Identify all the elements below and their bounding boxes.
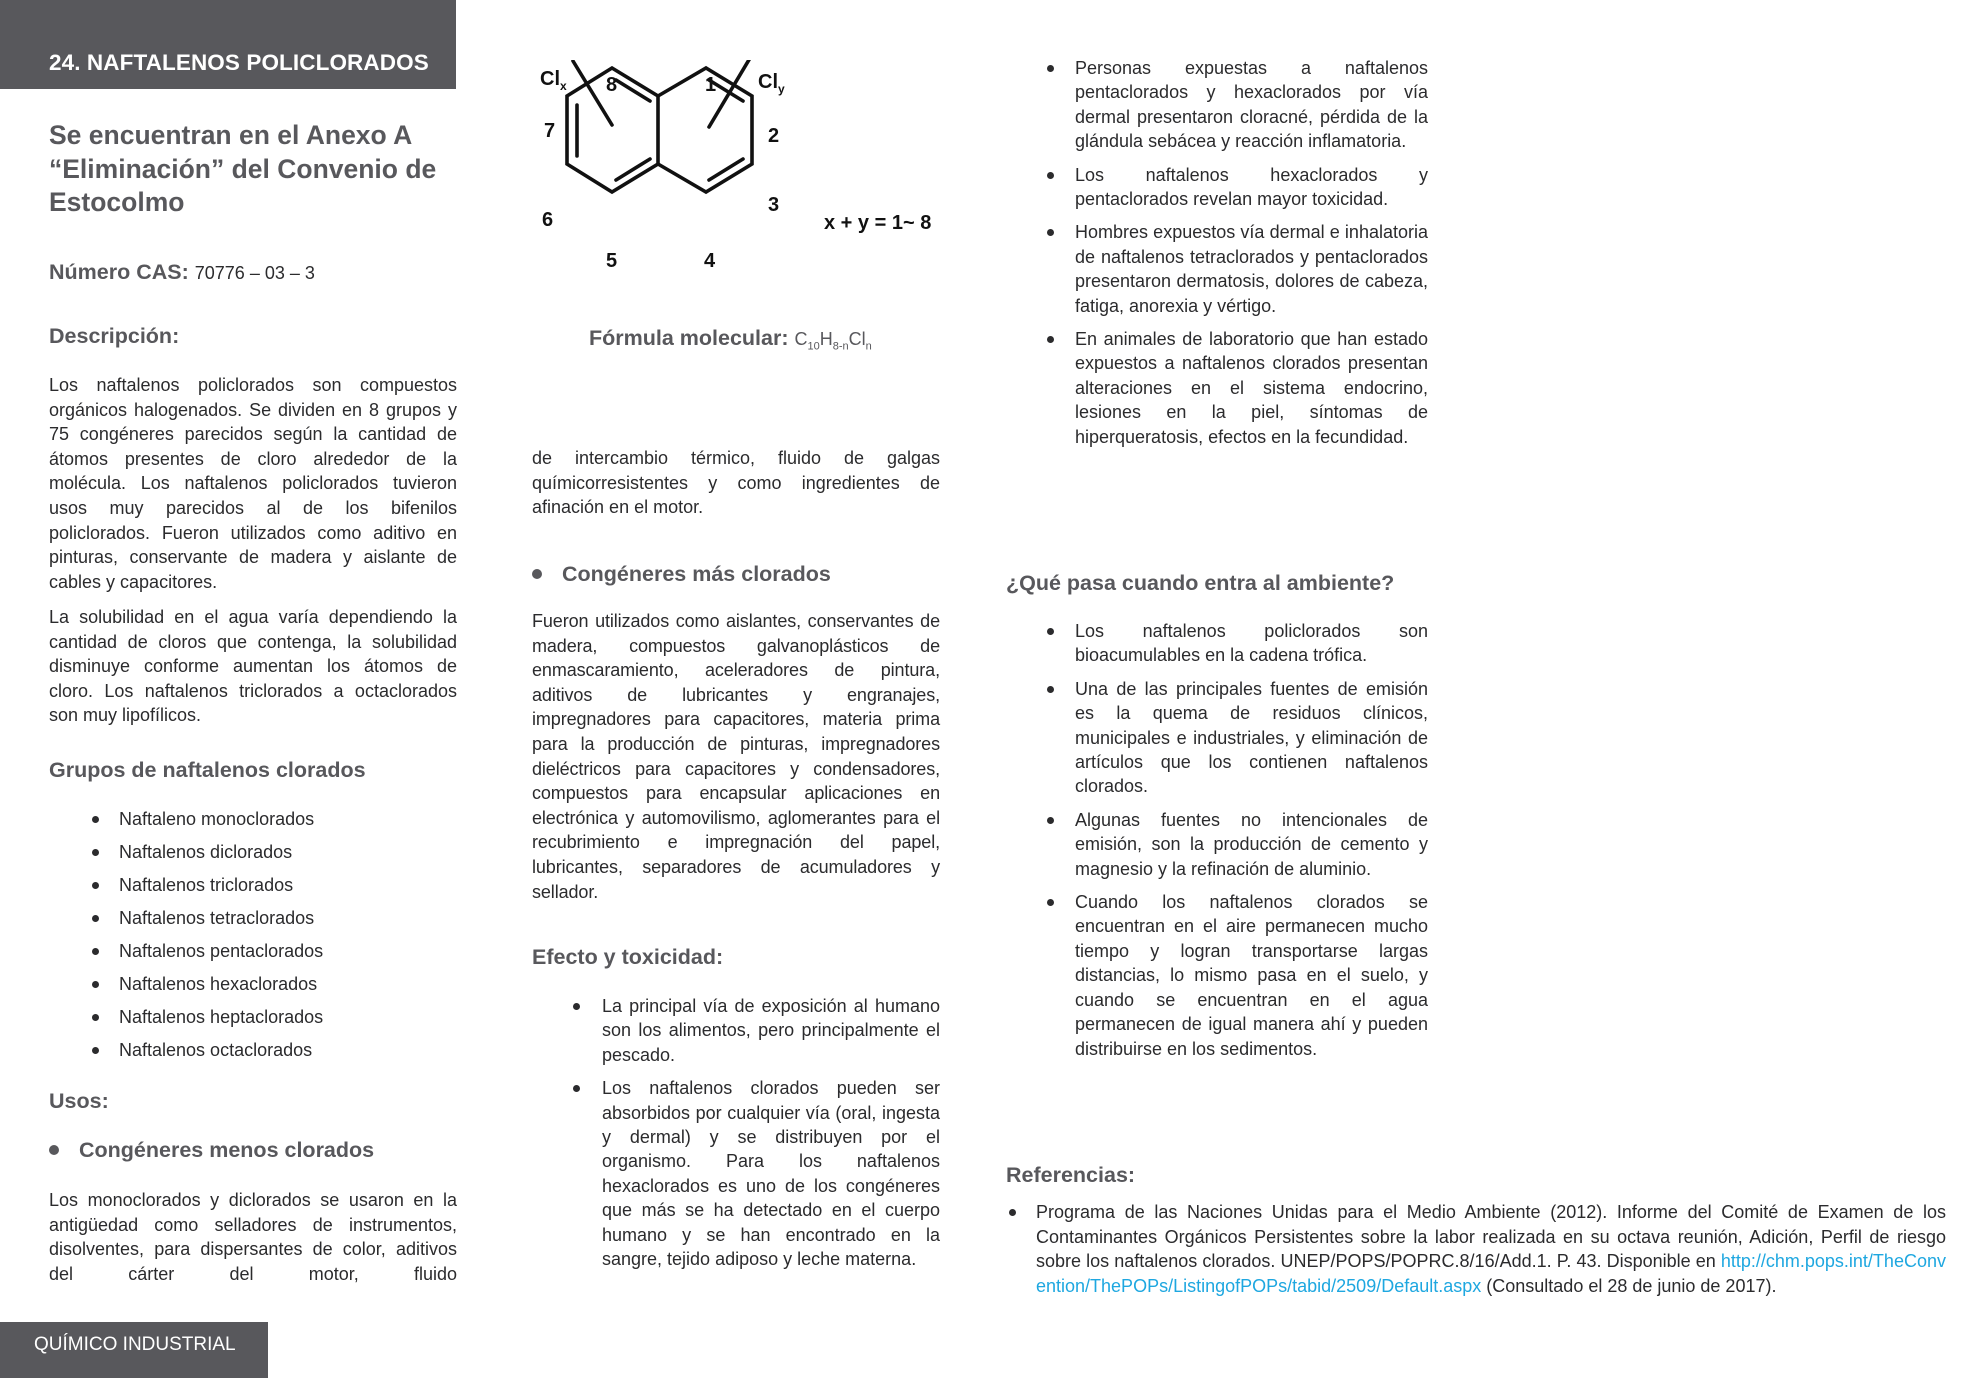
chlorine-equation: x + y = 1~ 8 — [824, 212, 932, 234]
formula-cl: Cl — [848, 329, 866, 349]
list-item — [1045, 220, 1428, 318]
bullet-icon — [1047, 817, 1054, 824]
list-item — [1045, 56, 1428, 154]
bullet-icon — [92, 1047, 99, 1054]
list-item — [1045, 619, 1428, 668]
list-item-label: Cuando los naftalenos clorados se encuentran en el aire permanecen mucho tiempo y logran transportarse largas distancias, lo mismo pasa en el suelo, y cuando se encuentran en el agua permanecen de igual manera ahí y pueden distribuirse en los sedimentos. — [1075, 892, 1428, 1059]
description-paragraph-2: La solubilidad en el agua varía dependiendo la cantidad de cloros que contenga, la solubilidad disminuye conforme aumentan los átomos de cloro. Los naftalenos triclorados a octaclorados son muy lipofílicos. — [49, 607, 457, 726]
bullet-icon — [92, 915, 99, 922]
list-item — [572, 1076, 940, 1271]
list-item — [1045, 808, 1428, 881]
list-item — [49, 1034, 449, 1067]
bullet-icon — [532, 569, 542, 579]
cl-x-label — [540, 68, 567, 93]
less-chlorinated-label: Congéneres menos clorados — [79, 1138, 375, 1162]
list-item — [49, 836, 449, 869]
list-item — [1045, 327, 1428, 449]
list-item-label: Naftalenos hexaclorados — [119, 974, 318, 994]
reference-text: Programa de las Naciones Unidas para el Medio Ambiente (2012). Informe del Comité de Examen de los Contaminantes Orgánicos Persistentes sobre la labor realizada en su octava reunión, Adición, Perfil de riesgo sobre los naftalenos clorados. UNEP/POPS/POPRC.8/16/Add.1. P. 43. Disponible en — [1036, 1202, 1946, 1271]
reference-tail: (Consultado el 28 de junio de 2017). — [1481, 1275, 1777, 1296]
list-item — [49, 1001, 449, 1034]
position-1: 1 — [705, 74, 717, 96]
effects-heading: Efecto y toxicidad: — [532, 945, 724, 969]
cl-x-text: Cl — [540, 68, 560, 90]
position-8: 8 — [606, 74, 618, 96]
bullet-icon — [1009, 1209, 1016, 1216]
list-item-label: Naftaleno monoclorados — [119, 809, 315, 829]
environment-list — [1045, 619, 1428, 1070]
list-item-label: Personas expuestas a naftalenos pentaclorados y hexaclorados por vía dermal presentaron cloracné, pérdida de la glándula sebácea y reacción inflamatoria. — [1075, 58, 1428, 152]
cl-y-subscript: y — [778, 82, 785, 96]
more-chlorinated-heading — [532, 561, 831, 587]
list-item-label: Los naftalenos policlorados son bioacumulables en la cadena trófica. — [1075, 621, 1428, 666]
list-item — [1045, 163, 1428, 212]
position-6: 6 — [542, 209, 554, 231]
position-4: 4 — [704, 250, 716, 272]
list-item-label: Naftalenos tetraclorados — [119, 908, 315, 928]
more-chlorinated-label: Congéneres más clorados — [562, 562, 831, 586]
groups-list — [49, 803, 449, 1067]
list-item-label: Los naftalenos clorados pueden ser absorbidos por cualquier vía (oral, ingesta y dermal) y se distribuyen por el organismo. Para los naftalenos hexaclorados es uno de los congéneres que más se ha detectado en el cuerpo humano y se han encontrado en la sangre, tejido adiposo y leche materna. — [602, 1078, 940, 1270]
bullet-icon — [92, 816, 99, 823]
bullet-icon — [92, 981, 99, 988]
cl-y-text: Cl — [758, 71, 778, 93]
list-item — [49, 935, 449, 968]
more-chlorinated-text: Fueron utilizados como aislantes, conservantes de madera, compuestos galvanoplásticos de enmascaramiento, aceleradores de pintura, aditivos de lubricantes y engranajes, impregnadores para capacitores, materia prima para la producción de pinturas, impregnadores dieléctricos para capacitores y condensadores, compuestos para encapsular aplicaciones en electrónica y automovilismo, aglomerantes para el recubrimiento e impregnación del papel, lubricantes, separadores de acumuladores y sellador. — [532, 611, 940, 902]
reference-item — [1006, 1200, 1946, 1298]
list-item — [49, 968, 449, 1001]
formula-value — [794, 329, 872, 353]
position-5: 5 — [606, 250, 618, 272]
formula-cl-sub: n — [865, 340, 872, 353]
formula-h-sub: 8-n — [832, 340, 849, 353]
double-bond — [709, 159, 743, 180]
list-item — [1045, 890, 1428, 1061]
list-item-label: Naftalenos pentaclorados — [119, 941, 324, 961]
naphthalene-structure — [520, 60, 970, 290]
less-chlorinated-heading — [49, 1137, 374, 1163]
position-2: 2 — [768, 125, 780, 147]
list-item-label: Los naftalenos hexaclorados y pentaclorados revelan mayor toxicidad. — [1075, 164, 1428, 210]
references-heading: Referencias: — [1006, 1163, 1136, 1187]
bullet-icon — [1047, 65, 1054, 72]
bullet-icon — [1047, 899, 1054, 906]
formula-c-sub: 10 — [807, 340, 820, 353]
formula-label: Fórmula molecular: — [589, 326, 789, 350]
bullet-icon — [92, 882, 99, 889]
list-item-label: Naftalenos triclorados — [119, 875, 294, 895]
bullet-icon — [1047, 628, 1054, 635]
bullet-icon — [1047, 686, 1054, 693]
cas-number — [49, 259, 315, 286]
footer-label: QUÍMICO INDUSTRIAL — [34, 1334, 236, 1355]
environment-heading: ¿Qué pasa cuando entra al ambiente? — [1006, 571, 1395, 595]
position-3: 3 — [768, 194, 780, 216]
effects-continued-list — [1045, 56, 1428, 458]
formula-h: H — [819, 329, 833, 349]
list-item — [49, 869, 449, 902]
list-item — [1045, 677, 1428, 799]
reference-link[interactable]: http://chm.pops.int/TheConvention/ThePOPs/ListingofPOPs/tabid/2509/Default.aspx — [1036, 1251, 1946, 1296]
list-item — [572, 994, 940, 1067]
bullet-icon — [1047, 229, 1054, 236]
description-heading: Descripción: — [49, 324, 180, 348]
cl-x-subscript: x — [560, 79, 567, 93]
bullet-icon — [573, 1085, 580, 1092]
list-item-label: Hombres expuestos vía dermal e inhalatoria de naftalenos tetraclorados y pentaclorados presentaron dermatosis, dolores de cabeza, fatiga, anorexia y vértigo. — [1075, 222, 1428, 316]
less-chlorinated-text: Los monoclorados y diclorados se usaron en la antigüedad como selladores de instrumentos, disolventes, para dispersantes de color, aditivos del cárter del motor, fluido — [49, 1190, 457, 1284]
uses-continuation-text: de intercambio térmico, fluido de galgas químicorresistentes y como ingredientes de afinación en el motor. — [532, 448, 940, 518]
bullet-icon — [92, 948, 99, 955]
groups-heading: Grupos de naftalenos clorados — [49, 758, 366, 782]
footer-bar — [0, 1322, 268, 1378]
list-item-label: Naftalenos diclorados — [119, 842, 293, 862]
list-item-label: Naftalenos heptaclorados — [119, 1007, 324, 1027]
list-item-label: Una de las principales fuentes de emisión es la quema de residuos clínicos, municipales e industriales, y eliminación de artículos que los contienen naftalenos clorados. — [1075, 678, 1428, 797]
list-item-label: Naftalenos octaclorados — [119, 1040, 313, 1060]
effects-list — [572, 994, 940, 1280]
list-item-label: Algunas fuentes no intencionales de emisión, son la producción de cemento y magnesio y la refinación de aluminio. — [1075, 809, 1428, 879]
list-item-label: En animales de laboratorio que han estado expuestos a naftalenos clorados presentan alteraciones en el sistema endocrino, lesiones en la piel, síntomas de hiperqueratosis, efectos en la fecundidad. — [1075, 329, 1428, 447]
double-bond — [616, 159, 650, 180]
page-title: 24. NAFTALENOS POLICLORADOS — [49, 50, 429, 75]
list-item — [49, 803, 449, 836]
cl-y-label — [758, 71, 785, 96]
annex-heading: Se encuentran en el Anexo A “Eliminación” del Convenio de Estocolmo — [49, 120, 437, 217]
bullet-icon — [92, 1014, 99, 1021]
list-item — [49, 902, 449, 935]
position-7: 7 — [544, 120, 556, 142]
naphthalene-rings — [567, 60, 756, 192]
bullet-icon — [573, 1003, 580, 1010]
cas-value: 70776 – 03 – 3 — [194, 263, 315, 283]
bullet-icon — [49, 1145, 59, 1155]
molecular-formula — [589, 326, 872, 353]
double-bond — [616, 80, 650, 101]
description-paragraph-1: Los naftalenos policlorados son compuestos orgánicos halogenados. Se dividen en 8 grupos y 75 congéneres parecidos según la cantidad de átomos presentes de cloro alrededor de la molécula. Los naftalenos policlorados tuvieron usos muy parecidos al de los bifenilos policlorados. Fueron utilizados como aditivo en pinturas, conservante de madera y aislante de cables y capacitores. — [49, 375, 457, 592]
bullet-icon — [1047, 336, 1054, 343]
header-bar — [0, 0, 456, 89]
cas-label: Número CAS: — [49, 260, 189, 284]
bullet-icon — [92, 849, 99, 856]
bullet-icon — [1047, 172, 1054, 179]
list-item-label: La principal vía de exposición al humano son los alimentos, pero principalmente el pescado. — [602, 996, 940, 1065]
uses-heading: Usos: — [49, 1089, 109, 1113]
formula-c: C — [794, 329, 808, 349]
